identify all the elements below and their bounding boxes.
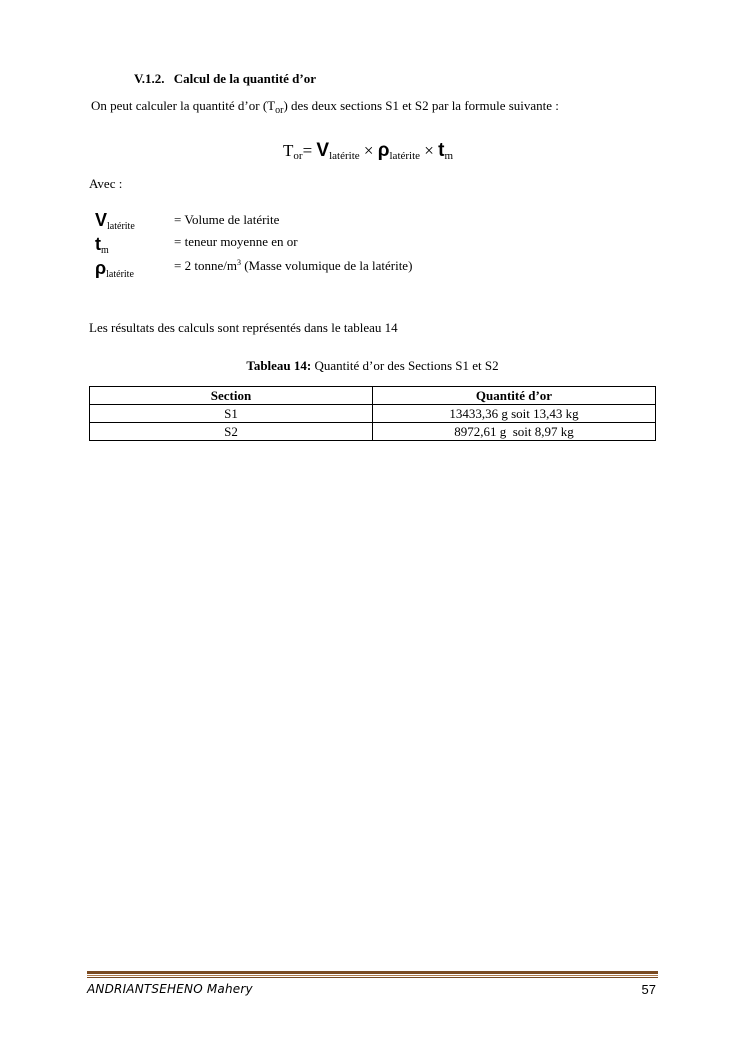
footer-author: ANDRIANTSEHENO Mahery	[87, 982, 253, 996]
quantity-table	[89, 386, 656, 441]
symbol-t-sub: m	[101, 245, 109, 256]
intro-paragraph	[91, 98, 559, 116]
symbol-v: V	[95, 210, 108, 230]
variable-description	[174, 212, 279, 228]
cell-quantity: 8972,61 g soit 8,97 kg	[373, 423, 656, 441]
section-title: Calcul de la quantité d’or	[173, 71, 317, 86]
formula-times-1: ×	[359, 141, 378, 160]
formula-rho: ρ	[377, 140, 390, 161]
desc-v: = Volume de latérite	[174, 212, 280, 227]
desc-rho-sup: 3	[236, 258, 241, 267]
page-number: 57	[641, 982, 656, 997]
intro-text-after: ) des deux sections S1 et S2 par la formule suivante :	[283, 98, 559, 113]
variable-description	[174, 234, 298, 250]
intro-subscript: or	[275, 105, 284, 116]
formula-lhs-sub: or	[293, 150, 303, 162]
symbol-rho-sub: latérite	[106, 269, 134, 280]
section-heading	[134, 71, 316, 87]
results-text: Les résultats des calculs sont représentés dans le tableau 14	[89, 320, 398, 335]
cell-section: S1	[90, 405, 373, 423]
avec-label: Avec :	[89, 176, 123, 191]
section-number: V.1.2.	[134, 71, 165, 86]
symbol-rho: ρ	[95, 258, 107, 278]
variable-symbol	[95, 234, 109, 256]
formula-rho-sub: latérite	[389, 150, 421, 162]
footer-rule	[87, 971, 658, 974]
intro-text-before: On peut calculer la quantité d’or (T	[91, 98, 276, 113]
formula-v: V	[316, 140, 330, 161]
cell-section: S2	[90, 423, 373, 441]
formula-v-sub: latérite	[329, 150, 360, 162]
variable-description	[174, 258, 412, 274]
desc-rho-after: (Masse volumique de la latérite)	[240, 258, 413, 273]
formula-t: t	[438, 140, 445, 161]
table-row	[90, 423, 656, 441]
symbol-t: t	[95, 234, 101, 254]
table-caption	[0, 358, 745, 374]
desc-t: = teneur moyenne en or	[174, 234, 298, 249]
desc-rho: = 2 tonne/m	[174, 258, 237, 273]
formula-lhs: T	[283, 141, 294, 160]
cell-quantity: 13433,36 g soit 13,43 kg	[373, 405, 656, 423]
formula-t-sub: m	[444, 150, 454, 162]
formula-times-2: ×	[420, 141, 439, 160]
footer-rule	[87, 977, 658, 978]
header-quantity: Quantité d’or	[373, 387, 656, 405]
header-section: Section	[90, 387, 373, 405]
formula-equals: =	[302, 141, 313, 160]
caption-label: Tableau 14:	[246, 358, 312, 373]
variable-symbol	[95, 210, 135, 232]
table-header-row	[90, 387, 656, 405]
table-row	[90, 405, 656, 423]
variable-symbol	[95, 258, 134, 280]
symbol-v-sub: latérite	[107, 221, 135, 232]
caption-text: Quantité d’or des Sections S1 et S2	[311, 358, 499, 373]
footer-rule	[87, 975, 658, 976]
formula	[283, 140, 453, 162]
